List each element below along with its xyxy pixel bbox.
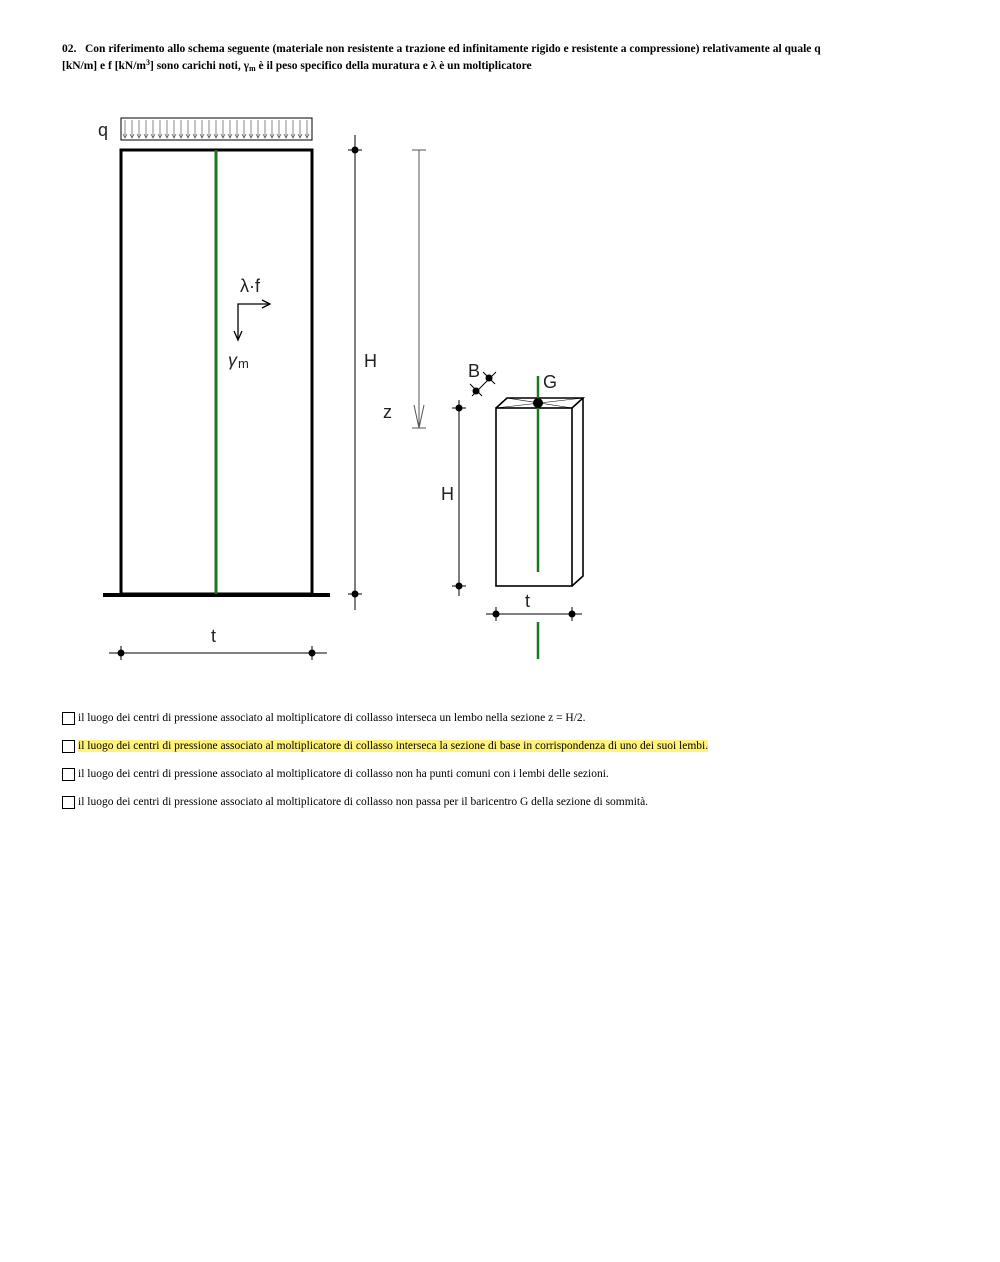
label-gamma: γ (228, 350, 237, 370)
question-sub: m (248, 64, 256, 73)
label-gamma-sub: m (238, 356, 249, 371)
label-B: B (468, 361, 481, 381)
label-z: z (383, 402, 392, 422)
option-1-text: il luogo dei centri di pressione associato al moltiplicatore di collasso interseca un lembo nella sezione z = H/2. (78, 712, 586, 724)
option-4[interactable] (62, 788, 962, 816)
question-units-1: [kN/m] e f [kN/m (62, 60, 146, 72)
label-lambda-f: λ·f (240, 276, 260, 296)
option-4-text: il luogo dei centri di pressione associato al moltiplicatore di collasso non passa per il baricentro G della sezione di sommità. (78, 796, 649, 808)
question-line-1: Con riferimento allo schema seguente (materiale non resistente a trazione ed infinitamente rigido e resistente a compressione) relativamente al quale q (85, 43, 821, 55)
dimension-H-right (452, 400, 466, 596)
checkbox-4[interactable] (62, 796, 75, 809)
option-1[interactable] (62, 704, 962, 732)
checkbox-1[interactable] (62, 712, 75, 725)
question-number: 02. (62, 43, 77, 55)
force-arrows (234, 300, 270, 340)
label-t-left: t (211, 626, 217, 646)
label-t-right: t (525, 591, 531, 611)
checkbox-3[interactable] (62, 768, 75, 781)
dimension-t-left (109, 646, 327, 660)
option-3-text: il luogo dei centri di pressione associato al moltiplicatore di collasso non ha punti comuni con i lembi delle sezioni. (78, 768, 609, 780)
label-H-left: H (364, 351, 377, 371)
question-sup: 3 (146, 58, 150, 67)
question-line-2-end: è il peso specifico della muratura e λ è un moltiplicatore (255, 60, 532, 72)
G-point (533, 398, 543, 408)
checkbox-2[interactable] (62, 740, 75, 753)
label-q: q (98, 120, 109, 140)
dimension-H-left (348, 135, 362, 610)
option-3[interactable] (62, 760, 962, 788)
label-H-right: H (441, 484, 454, 504)
z-arrow (412, 150, 426, 428)
option-2[interactable] (62, 732, 962, 760)
question-units-2: ] sono carichi noti, γ (150, 60, 249, 72)
block-3d (496, 398, 583, 586)
label-G: G (543, 372, 558, 392)
distributed-load (121, 118, 312, 140)
option-2-text: il luogo dei centri di pressione associato al moltiplicatore di collasso interseca la sezione di base in corrispondenza di uno dei suoi lembi. (78, 740, 709, 752)
dimension-t-right (486, 607, 582, 621)
answer-options (62, 704, 962, 816)
